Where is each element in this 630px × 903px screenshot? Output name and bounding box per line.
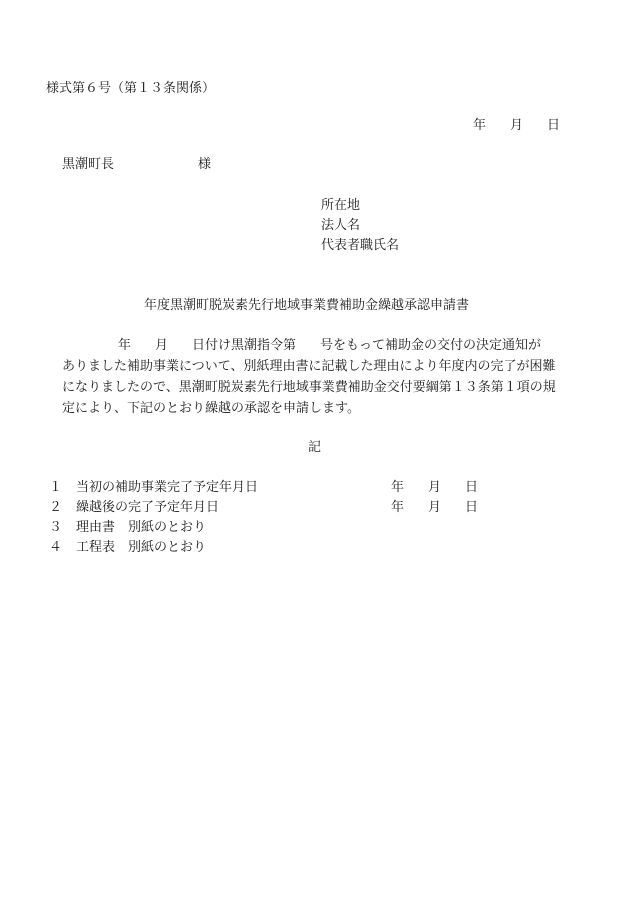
body-line-2: ありました補助事業について、別紙理由書に記載した理由により年度内の完了が困難 [62, 359, 556, 374]
form-number: 様式第６号（第１３条関係） [46, 81, 216, 96]
item-text: 工程表 別紙のとおり [76, 540, 207, 555]
item-date [391, 481, 478, 494]
item-day-label: 日 [465, 500, 479, 515]
document-title: 年度黒潮町脱炭素先行地域事業費補助金繰越承認申請書 [144, 298, 470, 313]
ki-label: 記 [308, 440, 322, 455]
body-year-label: 年 [118, 338, 132, 353]
applicant-corporation-label: 法人名 [321, 218, 361, 233]
item-month-label: 月 [428, 480, 442, 495]
body-end-text: 号をもって補助金の交付の決定通知が [320, 338, 542, 353]
date-day-label: 日 [547, 118, 561, 133]
body-mid-text: 日付け黒潮指令第 [192, 338, 297, 353]
item-text: 当初の補助事業完了予定年月日 [76, 480, 259, 495]
body-month-label: 月 [155, 338, 169, 353]
body-line-1 [118, 339, 541, 352]
item-year-label: 年 [391, 480, 405, 495]
item-number: １ [49, 480, 63, 495]
applicant-representative-label: 代表者職氏名 [321, 238, 400, 253]
applicant-address-label: 所在地 [321, 198, 361, 213]
item-text: 理由書 別紙のとおり [76, 520, 207, 535]
item-date [391, 501, 478, 514]
body-line-4: 定により、下記のとおり繰越の承認を申請します。 [62, 401, 360, 416]
addressee-name: 黒潮町長 [62, 157, 115, 172]
item-day-label: 日 [465, 480, 479, 495]
date-line [473, 119, 560, 132]
date-year-label: 年 [473, 118, 487, 133]
body-line-3: になりましたので、黒潮町脱炭素先行地域事業費補助金交付要綱第１３条第１項の規 [62, 380, 556, 395]
item-number: ２ [49, 500, 63, 515]
addressee-honorific: 様 [198, 157, 212, 172]
item-month-label: 月 [428, 500, 442, 515]
item-year-label: 年 [391, 500, 405, 515]
item-text: 繰越後の完了予定年月日 [76, 500, 220, 515]
item-number: ４ [49, 540, 63, 555]
date-month-label: 月 [510, 118, 524, 133]
item-number: ３ [49, 520, 63, 535]
